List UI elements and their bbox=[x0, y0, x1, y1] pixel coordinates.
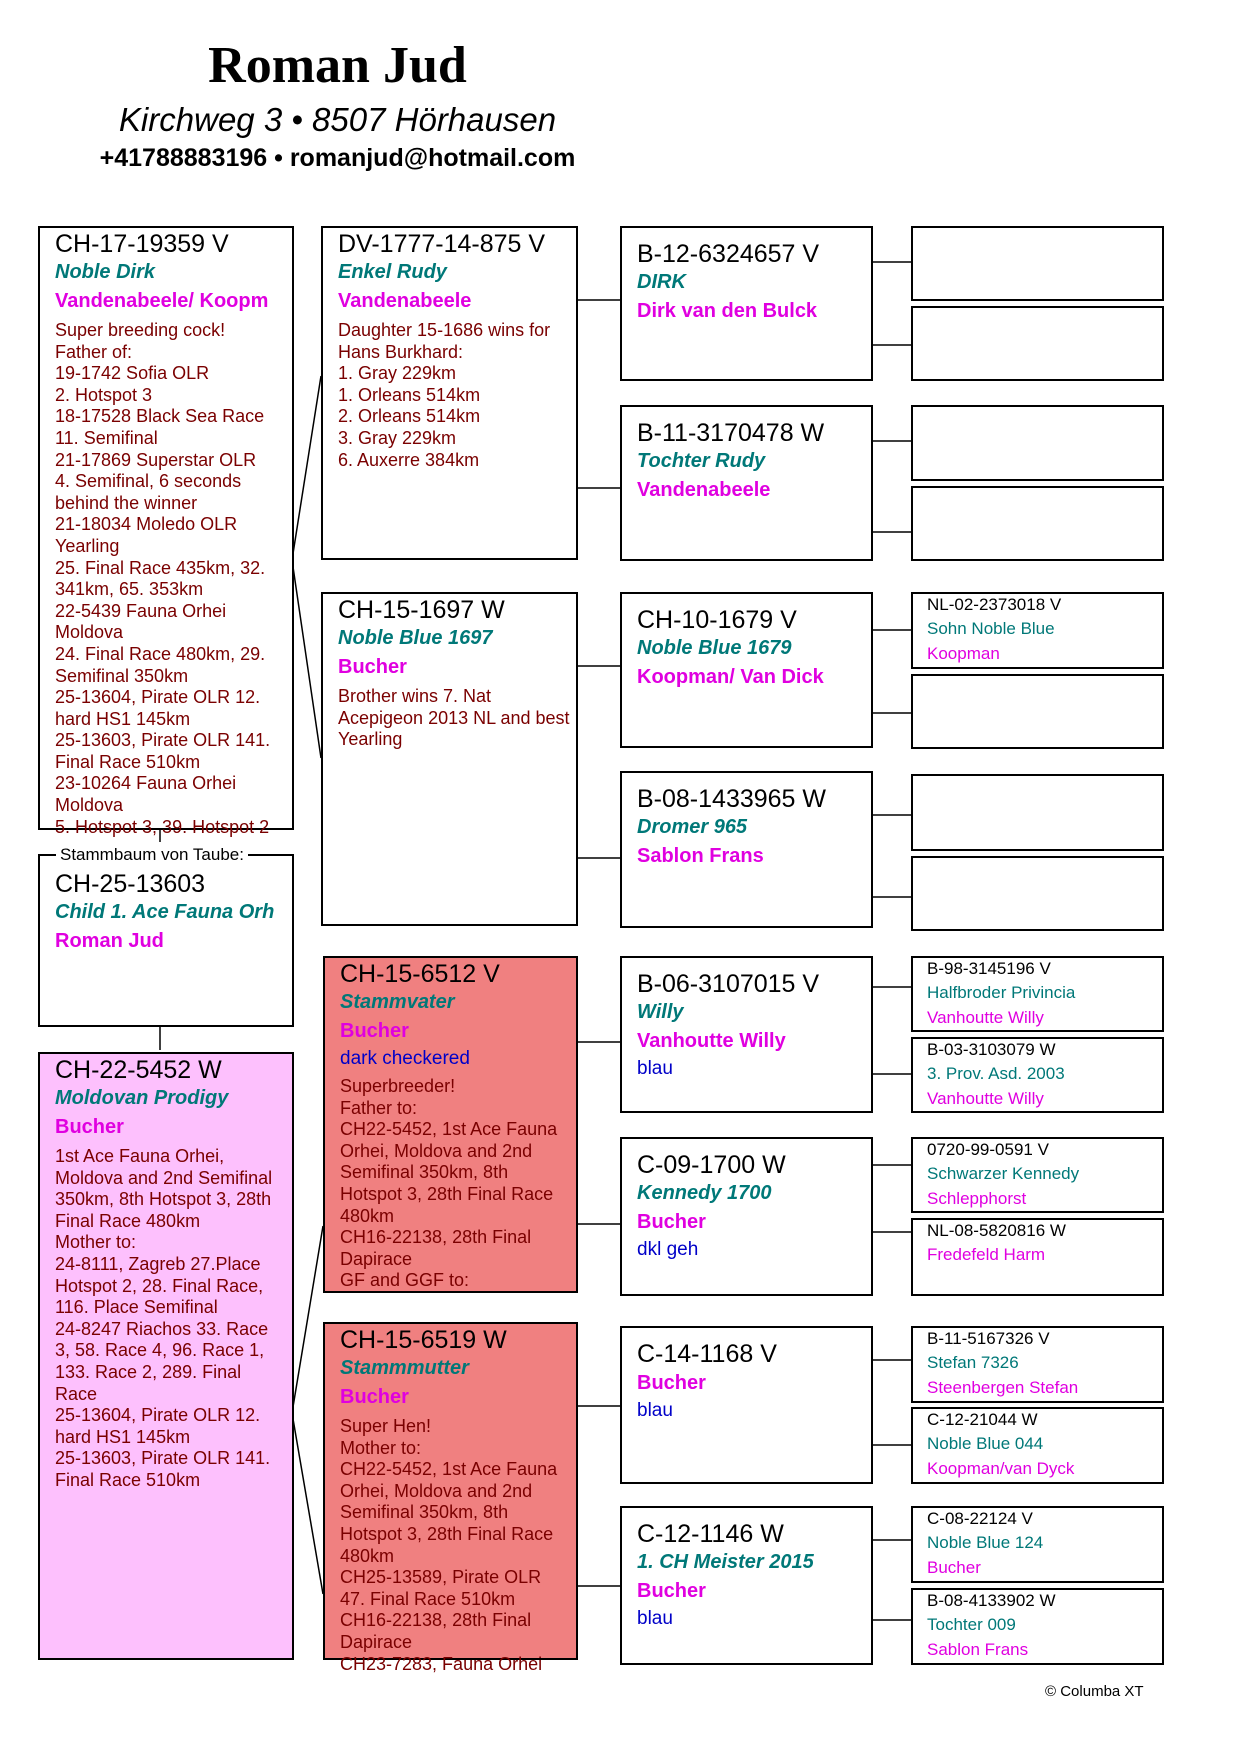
ggp-name: DIRK bbox=[637, 271, 686, 293]
grandparent-ring: DV-1777-14-875 V bbox=[338, 230, 546, 258]
mother-breeder: Bucher bbox=[55, 1116, 124, 1138]
grandparent-ring: CH-15-1697 W bbox=[338, 596, 505, 624]
gen4-card[interactable] bbox=[911, 1037, 1164, 1113]
gen4-card[interactable] bbox=[911, 1506, 1164, 1583]
ggp-ring: B-08-1433965 W bbox=[637, 785, 827, 813]
gen4-name: Stefan 7326 bbox=[927, 1353, 1019, 1372]
gen4-ring: NL-02-2373018 V bbox=[927, 595, 1062, 614]
gen4-name: Tochter 009 bbox=[927, 1615, 1016, 1634]
ggp-breeder: Bucher bbox=[637, 1372, 706, 1394]
gen4-card[interactable] bbox=[911, 306, 1164, 381]
gen4-breeder: Schlepphorst bbox=[927, 1189, 1027, 1208]
father-notes: Super breeding cock! Father of: 19-1742 Sofia OLR 2. Hotspot 3 18-17528 Black Sea Race 11. Semifinal 21-17869 Superstar OLR 4. Semifinal, 6 seconds behind the winner 21-18034 Moledo OLR Yearling 25. Final Race 435km, 32. 341km, 65. 353km 22-5439 Fauna Orhei Moldova 24. Final Race 480km, 29. Semifinal 350km 25-13604, Pirate OLR 12. hard HS1 145km 25-13603, Pirate OLR 141. Final Race 510km 23-10264 Fauna Orhei Moldova 5. Hotspot 3, 39. Hotspot 2 bbox=[55, 320, 271, 837]
grandparent-card[interactable] bbox=[321, 226, 578, 560]
ggp-breeder: Vanhoutte Willy bbox=[637, 1030, 786, 1052]
grandparent-breeder: Bucher bbox=[340, 1020, 409, 1042]
grandparent-name: Enkel Rudy bbox=[338, 261, 447, 283]
ggp-ring: CH-10-1679 V bbox=[637, 606, 797, 634]
father-ring: CH-17-19359 V bbox=[55, 230, 229, 258]
breeder-contact: +41788883196 • romanjud@hotmail.com bbox=[99, 144, 576, 172]
grandparent-name: Stammvater bbox=[340, 991, 455, 1013]
father-card[interactable] bbox=[38, 226, 294, 837]
ggp-name: Kennedy 1700 bbox=[637, 1182, 772, 1204]
gen4-breeder: Bucher bbox=[927, 1558, 981, 1577]
gen4-breeder: Vanhoutte Willy bbox=[927, 1008, 1044, 1027]
great-grandparent-card[interactable] bbox=[620, 592, 873, 748]
gen4-card[interactable] bbox=[911, 856, 1164, 931]
gen4-ring: B-08-4133902 W bbox=[927, 1591, 1056, 1610]
gen4-card[interactable] bbox=[911, 774, 1164, 851]
grandparent-card[interactable] bbox=[321, 592, 578, 926]
gen4-name: Noble Blue 044 bbox=[927, 1434, 1044, 1453]
gen4-card[interactable] bbox=[911, 1588, 1164, 1665]
subject-breeder: Roman Jud bbox=[55, 930, 164, 952]
breeder-name: Roman Jud bbox=[208, 37, 467, 94]
grandparent-breeder: Bucher bbox=[340, 1386, 409, 1408]
gen4-breeder: Koopman/van Dyck bbox=[927, 1459, 1075, 1478]
gen4-card[interactable] bbox=[911, 1326, 1164, 1403]
copyright: © Columba XT bbox=[1045, 1683, 1144, 1700]
great-grandparent-card[interactable] bbox=[620, 405, 873, 561]
gen4-ring: C-08-22124 V bbox=[927, 1509, 1033, 1528]
gen4-card[interactable] bbox=[911, 1137, 1164, 1213]
gen4-card[interactable] bbox=[911, 486, 1164, 561]
ggp-name: Dromer 965 bbox=[637, 816, 748, 838]
gen4-ring: B-98-3145196 V bbox=[927, 959, 1051, 978]
gen4-breeder: Steenbergen Stefan bbox=[927, 1378, 1079, 1397]
gen4-card[interactable] bbox=[911, 1407, 1164, 1484]
gen4-card[interactable] bbox=[911, 674, 1164, 749]
mother-notes: 1st Ace Fauna Orhei, Moldova and 2nd Semifinal 350km, 8th Hotspot 3, 28th Final Race 480km Mother to: 24-8111, Zagreb 27.Place Hotspot 2, 28. Final Race, 116. Place Semifinal 24-8247 Riachos 33. Race 3, 58. Race 4, 96. Race 1, 133. Race 2, 289. Final Race 25-13604, Pirate OLR 12. hard HS1 145km 25-13603, Pirate OLR 141. Final Race 510km bbox=[55, 1146, 273, 1490]
ggp-name: Tochter Rudy bbox=[637, 450, 766, 472]
great-grandparent-card[interactable] bbox=[620, 956, 873, 1113]
gen4-ring: B-03-3103079 W bbox=[927, 1040, 1056, 1059]
ggp-breeder: Koopman/ Van Dick bbox=[637, 666, 824, 688]
grandparent-notes: Super Hen! Mother to: CH22-5452, 1st Ace Fauna Orhei, Moldova and 2nd Semifinal 350km, 8th Hotspot 3, 28th Final Race 480km CH25-13589, Pirate OLR 47. Final Race 510km CH16-22138, 28th Final Dapirace CH23-7283, Fauna Orhei bbox=[340, 1416, 558, 1674]
ggp-name: 1. CH Meister 2015 bbox=[637, 1551, 814, 1573]
ggp-ring: C-14-1168 V bbox=[637, 1340, 777, 1368]
grandparent-notes: Superbreeder! Father to: CH22-5452, 1st Ace Fauna Orhei, Moldova and 2nd Semifinal 350km, 8th Hotspot 3, 28th Final Race 480km CH16-22138, 28th Final Dapirace GF and GGF to: bbox=[340, 1076, 558, 1291]
ggp-breeder: Bucher bbox=[637, 1211, 706, 1233]
grandparent-card[interactable] bbox=[323, 1322, 578, 1674]
gen4-name: Halfbroder Privincia bbox=[927, 983, 1076, 1002]
ggp-color: dkl geh bbox=[637, 1239, 699, 1260]
gen4-card[interactable] bbox=[911, 405, 1164, 481]
grandparent-breeder: Vandenabeele bbox=[338, 290, 472, 312]
gen4-name: Schwarzer Kennedy bbox=[927, 1164, 1080, 1183]
ggp-name: Noble Blue 1679 bbox=[637, 637, 792, 659]
mother-name: Moldovan Prodigy bbox=[55, 1087, 229, 1109]
ggp-breeder: Bucher bbox=[637, 1580, 706, 1602]
mother-card[interactable] bbox=[38, 1052, 294, 1660]
gen4-breeder: Vanhoutte Willy bbox=[927, 1089, 1044, 1108]
grandparent-ring: CH-15-6519 W bbox=[340, 1326, 507, 1354]
gen4-breeder: Sablon Frans bbox=[927, 1640, 1029, 1659]
grandparent-notes: Daughter 15-1686 wins for Hans Burkhard: 1. Gray 229km 1. Orleans 514km 2. Orleans 514km 3. Gray 229km 6. Auxerre 384km bbox=[338, 320, 551, 470]
great-grandparent-card[interactable] bbox=[620, 1506, 873, 1665]
gen4-name: Sohn Noble Blue bbox=[927, 619, 1055, 638]
ggp-color: blau bbox=[637, 1400, 673, 1421]
subject-name: Child 1. Ace Fauna Orh bbox=[55, 901, 275, 923]
grandparent-color: dark checkered bbox=[340, 1048, 470, 1069]
father-name: Noble Dirk bbox=[55, 261, 156, 283]
mother-ring: CH-22-5452 W bbox=[55, 1056, 222, 1084]
father-breeder: Vandenabeele/ Koopm bbox=[55, 290, 269, 312]
gen4-ring: B-11-5167326 V bbox=[927, 1329, 1050, 1348]
gen4-card[interactable] bbox=[911, 226, 1164, 301]
gen4-breeder: Koopman bbox=[927, 644, 1000, 663]
ggp-breeder: Vandenabeele bbox=[637, 479, 771, 501]
grandparent-breeder: Bucher bbox=[338, 656, 407, 678]
gen4-card[interactable] bbox=[911, 956, 1164, 1032]
great-grandparent-card[interactable] bbox=[620, 1137, 873, 1296]
gen4-ring: 0720-99-0591 V bbox=[927, 1140, 1049, 1159]
ggp-name: Willy bbox=[637, 1001, 684, 1023]
ggp-ring: B-11-3170478 W bbox=[637, 419, 825, 447]
gen4-name: Noble Blue 124 bbox=[927, 1533, 1044, 1552]
breeder-address: Kirchweg 3 • 8507 Hörhausen bbox=[118, 101, 557, 138]
gen4-card[interactable] bbox=[911, 592, 1164, 669]
subject-ring: CH-25-13603 bbox=[55, 870, 206, 898]
great-grandparent-card[interactable] bbox=[620, 1326, 873, 1484]
grandparent-name: Noble Blue 1697 bbox=[338, 627, 493, 649]
grandparent-ring: CH-15-6512 V bbox=[340, 960, 500, 988]
great-grandparent-card[interactable] bbox=[620, 771, 873, 928]
grandparent-name: Stammmutter bbox=[340, 1357, 469, 1379]
ggp-color: blau bbox=[637, 1058, 673, 1079]
gen4-name: 3. Prov. Asd. 2003 bbox=[927, 1064, 1065, 1083]
ggp-ring: C-12-1146 W bbox=[637, 1520, 784, 1548]
ggp-ring: C-09-1700 W bbox=[637, 1151, 786, 1179]
gen4-breeder: Fredefeld Harm bbox=[927, 1245, 1046, 1264]
grandparent-notes: Brother wins 7. Nat Acepigeon 2013 NL and best Yearling bbox=[338, 686, 570, 750]
subject-card[interactable] bbox=[38, 854, 294, 1027]
gen4-card[interactable] bbox=[911, 1218, 1164, 1296]
ggp-color: blau bbox=[637, 1608, 673, 1629]
gen4-ring: NL-08-5820816 W bbox=[927, 1221, 1066, 1240]
ggp-breeder: Dirk van den Bulck bbox=[637, 300, 818, 322]
pedigree-label: Stammbaum von Taube: bbox=[56, 845, 248, 865]
great-grandparent-card[interactable] bbox=[620, 226, 873, 381]
ggp-ring: B-12-6324657 V bbox=[637, 240, 820, 268]
grandparent-card[interactable] bbox=[323, 956, 578, 1293]
ggp-ring: B-06-3107015 V bbox=[637, 970, 820, 998]
ggp-breeder: Sablon Frans bbox=[637, 845, 764, 867]
gen4-ring: C-12-21044 W bbox=[927, 1410, 1038, 1429]
